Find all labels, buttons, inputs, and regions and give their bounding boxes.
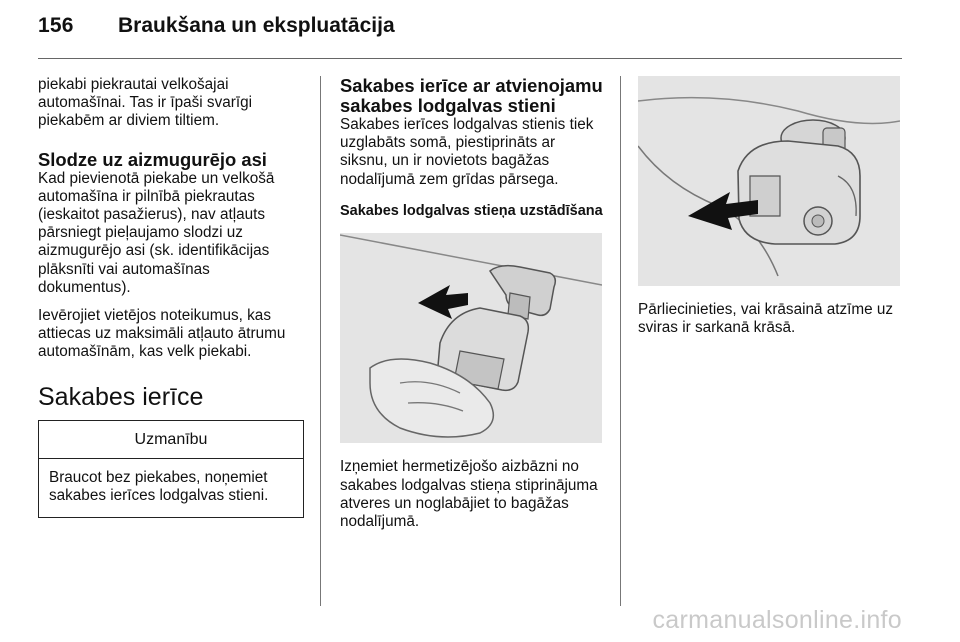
sealing-plug-illustration — [340, 233, 602, 443]
rear-axle-paragraph-2: Ievērojiet vietējos noteikumus, kas attiecas uz maksimāli atļauto ātrumu automašīnām, kas velk piekabi. — [38, 307, 286, 361]
sealing-plug-drawing — [340, 233, 602, 443]
lever-marking-caption: Pārliecinieties, vai krāsainā atzīme uz sviras ir sarkanā krāsā. — [638, 301, 894, 337]
watermark: carmanualsonline.info — [652, 606, 902, 634]
header-rule — [38, 58, 902, 59]
column-divider-2 — [620, 76, 621, 606]
column-divider-1 — [320, 76, 321, 606]
lever-marking-illustration — [638, 76, 900, 286]
caution-box — [38, 420, 304, 518]
installation-subheading: Sakabes lodgalvas stieņa uzstādīšana — [340, 202, 603, 219]
column-2 — [340, 76, 604, 531]
caution-title: Uzmanību — [39, 421, 303, 459]
column-3 — [638, 76, 903, 337]
chapter-title: Braukšana un ekspluatācija — [118, 14, 395, 37]
rear-axle-load-heading: Slodze uz aizmugurējo asi — [38, 148, 267, 170]
intro-paragraph: piekabi piekrautai velkošajai automašīnai. Tas ir īpaši svarīgi piekabēm ar diviem tiltiem. — [38, 76, 252, 130]
towing-device-heading: Sakabes ierīce — [38, 382, 204, 411]
rear-axle-paragraph-1: Kad pievienotā piekabe un velkošā automašīna ir pilnībā piekrautas (ieskaitot pasažierus), nav atļauts pārsniegt pieļaujamo slodzi uz aizmugurējo asi (sk. identifikācijas plāksnīti vai automašīnas dokumentus). — [38, 169, 275, 296]
detachable-ball-bar-heading: Sakabes ierīce ar atvienojamu sakabes lodgalvas stieni — [340, 75, 603, 116]
page-header — [38, 14, 902, 44]
remove-plug-caption: Izņemiet hermetizējošo aizbāzni no sakabes lodgalvas stieņa stiprinājuma atveres un noglabājiet to bagāžas nodalījumā. — [340, 458, 598, 530]
page-number: 156 — [38, 14, 74, 37]
detachable-ball-bar-paragraph: Sakabes ierīces lodgalvas stienis tiek uzglabāts somā, piestiprināts ar siksnu, un ir novietots bagāžas nodalījumā zem grīdas pārsega. — [340, 116, 594, 188]
column-1 — [38, 76, 304, 518]
lever-marking-drawing — [638, 76, 900, 286]
caution-text: Braucot bez piekabes, noņemiet sakabes ierīces lodgalvas stieni. — [49, 468, 269, 504]
